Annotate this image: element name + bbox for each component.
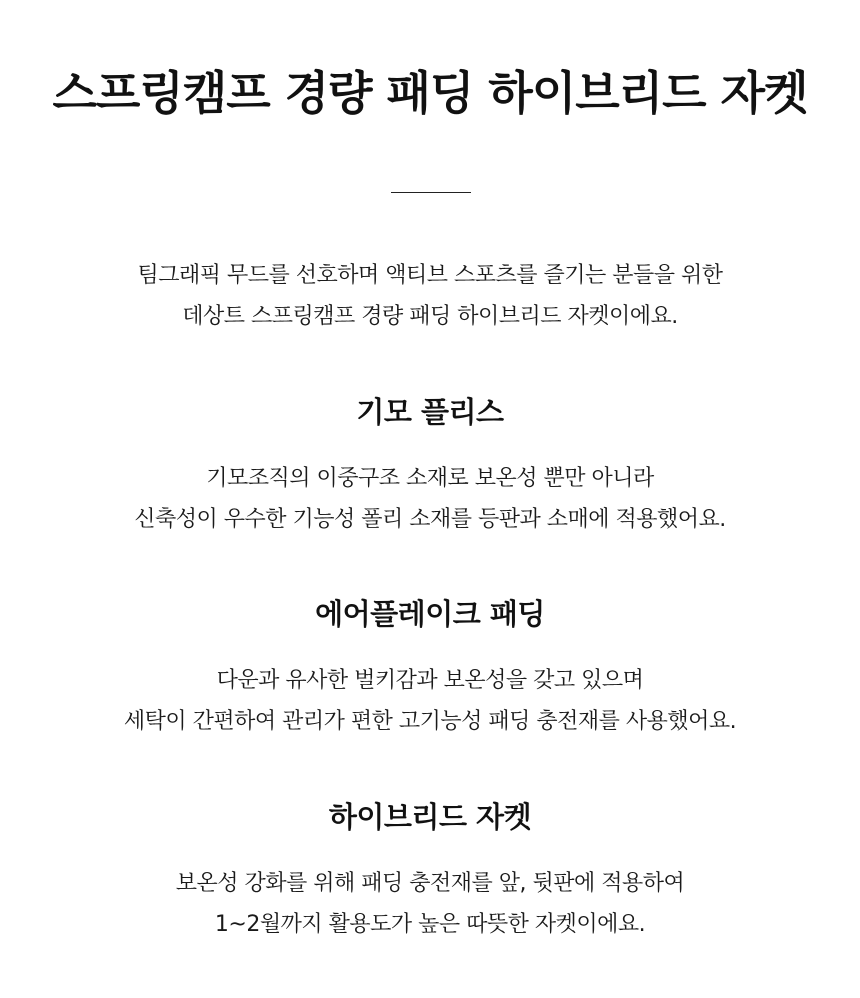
section-heading: 에어플레이크 패딩 — [315, 597, 545, 631]
title-divider — [391, 192, 471, 193]
section-line-2: 1~2월까지 활용도가 높은 따뜻한 자켓이에요. — [214, 912, 646, 937]
intro-line-1: 팀그래픽 무드를 선호하며 액티브 스포츠를 즐기는 분들을 위한 — [137, 263, 723, 288]
intro-line-2: 데상트 스프링캠프 경량 패딩 하이브리드 자켓이에요. — [182, 304, 678, 329]
section-heading: 기모 플리스 — [356, 395, 504, 429]
section-fleece — [0, 392, 860, 540]
section-line-1: 보온성 강화를 위해 패딩 충전재를 앞, 뒷판에 적용하여 — [175, 871, 685, 896]
section-line-1: 기모조직의 이중구조 소재로 보온성 뿐만 아니라 — [206, 466, 654, 491]
section-line-2: 세탁이 간편하여 관리가 편한 고기능성 패딩 충전재를 사용했어요. — [123, 709, 737, 734]
section-heading: 하이브리드 자켓 — [328, 800, 532, 834]
page-title: 스프링캠프 경량 패딩 하이브리드 자켓 — [52, 66, 808, 120]
section-airflake-padding — [0, 594, 860, 742]
section-body — [0, 458, 860, 540]
section-line-2: 신축성이 우수한 기능성 폴리 소재를 등판과 소매에 적용했어요. — [134, 507, 726, 532]
section-body — [0, 863, 860, 945]
section-line-1: 다운과 유사한 벌키감과 보온성을 갖고 있으며 — [216, 668, 644, 693]
section-body — [0, 660, 860, 742]
section-hybrid-jacket — [0, 797, 860, 945]
intro-text — [0, 255, 860, 337]
